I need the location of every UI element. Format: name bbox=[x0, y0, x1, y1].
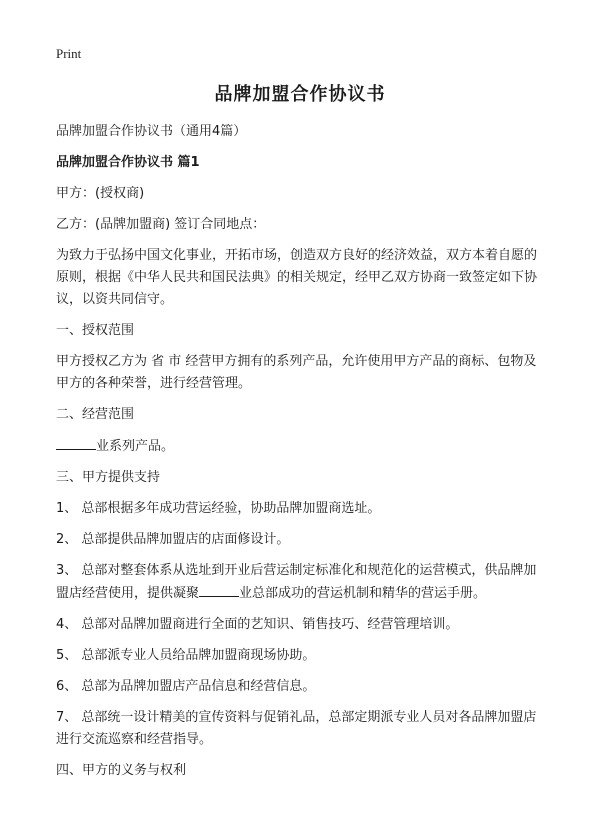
print-label: Print bbox=[56, 46, 82, 61]
business-scope-text: 业系列产品。 bbox=[96, 439, 175, 454]
business-scope-paragraph bbox=[56, 435, 546, 458]
list-item-text: 3、 总部对整套体系从选址到开业后营运制定标准化和规范化的运营模式，供品牌加盟店经营使用，提供凝聚 bbox=[56, 563, 537, 601]
list-item: 1、 总部根据多年成功营运经验，协助品牌加盟商选址。 bbox=[56, 501, 381, 516]
heading-party-a-obligations: 四、甲方的义务与权利 bbox=[56, 763, 187, 778]
blank-line bbox=[56, 435, 96, 450]
list-item: 6、 总部为品牌加盟店产品信息和经营信息。 bbox=[56, 679, 316, 694]
document-body bbox=[56, 121, 546, 791]
document-subtitle: 品牌加盟合作协议书（通用4篇） bbox=[56, 124, 247, 139]
heading-business-scope: 二、经营范围 bbox=[56, 407, 135, 422]
intro-paragraph: 为致力于弘扬中国文化事业，开拓市场，创造双方良好的经济效益，双方本着自愿的原则，根据《中华人民共和国民法典》的相关规定，经甲乙双方协商一致签定如下协议，以资共同信守。 bbox=[56, 248, 538, 307]
party-b: 乙方：(品牌加盟商) 签订合同地点： bbox=[56, 217, 266, 232]
list-item bbox=[56, 560, 546, 605]
list-item: 4、 总部对品牌加盟商进行全面的艺知识、销售技巧、经营管理培训。 bbox=[56, 617, 459, 632]
authorization-paragraph: 甲方授权乙方为 省 市 经营甲方拥有的系列产品，允许使用甲方产品的商标、包物及甲方的各种荣誉，进行经营管理。 bbox=[56, 354, 537, 391]
heading-party-a-support: 三、甲方提供支持 bbox=[56, 470, 161, 485]
party-a: 甲方：(授权商) bbox=[56, 186, 145, 201]
heading-authorization-scope: 一、授权范围 bbox=[56, 323, 135, 338]
blank-line bbox=[199, 582, 239, 597]
page-title: 品牌加盟合作协议书 bbox=[214, 84, 386, 105]
list-item-text: 业总部成功的营运机制和精华的营运手册。 bbox=[239, 586, 487, 601]
section-heading: 品牌加盟合作协议书 篇1 bbox=[56, 155, 200, 170]
list-item: 5、 总部派专业人员给品牌加盟商现场协助。 bbox=[56, 648, 316, 663]
list-item: 7、 总部统一设计精美的宣传资料与促销礼品，总部定期派专业人员对各品牌加盟店进行交流巡察和经营指导。 bbox=[56, 710, 537, 747]
list-item: 2、 总部提供品牌加盟店的店面修设计。 bbox=[56, 532, 290, 547]
